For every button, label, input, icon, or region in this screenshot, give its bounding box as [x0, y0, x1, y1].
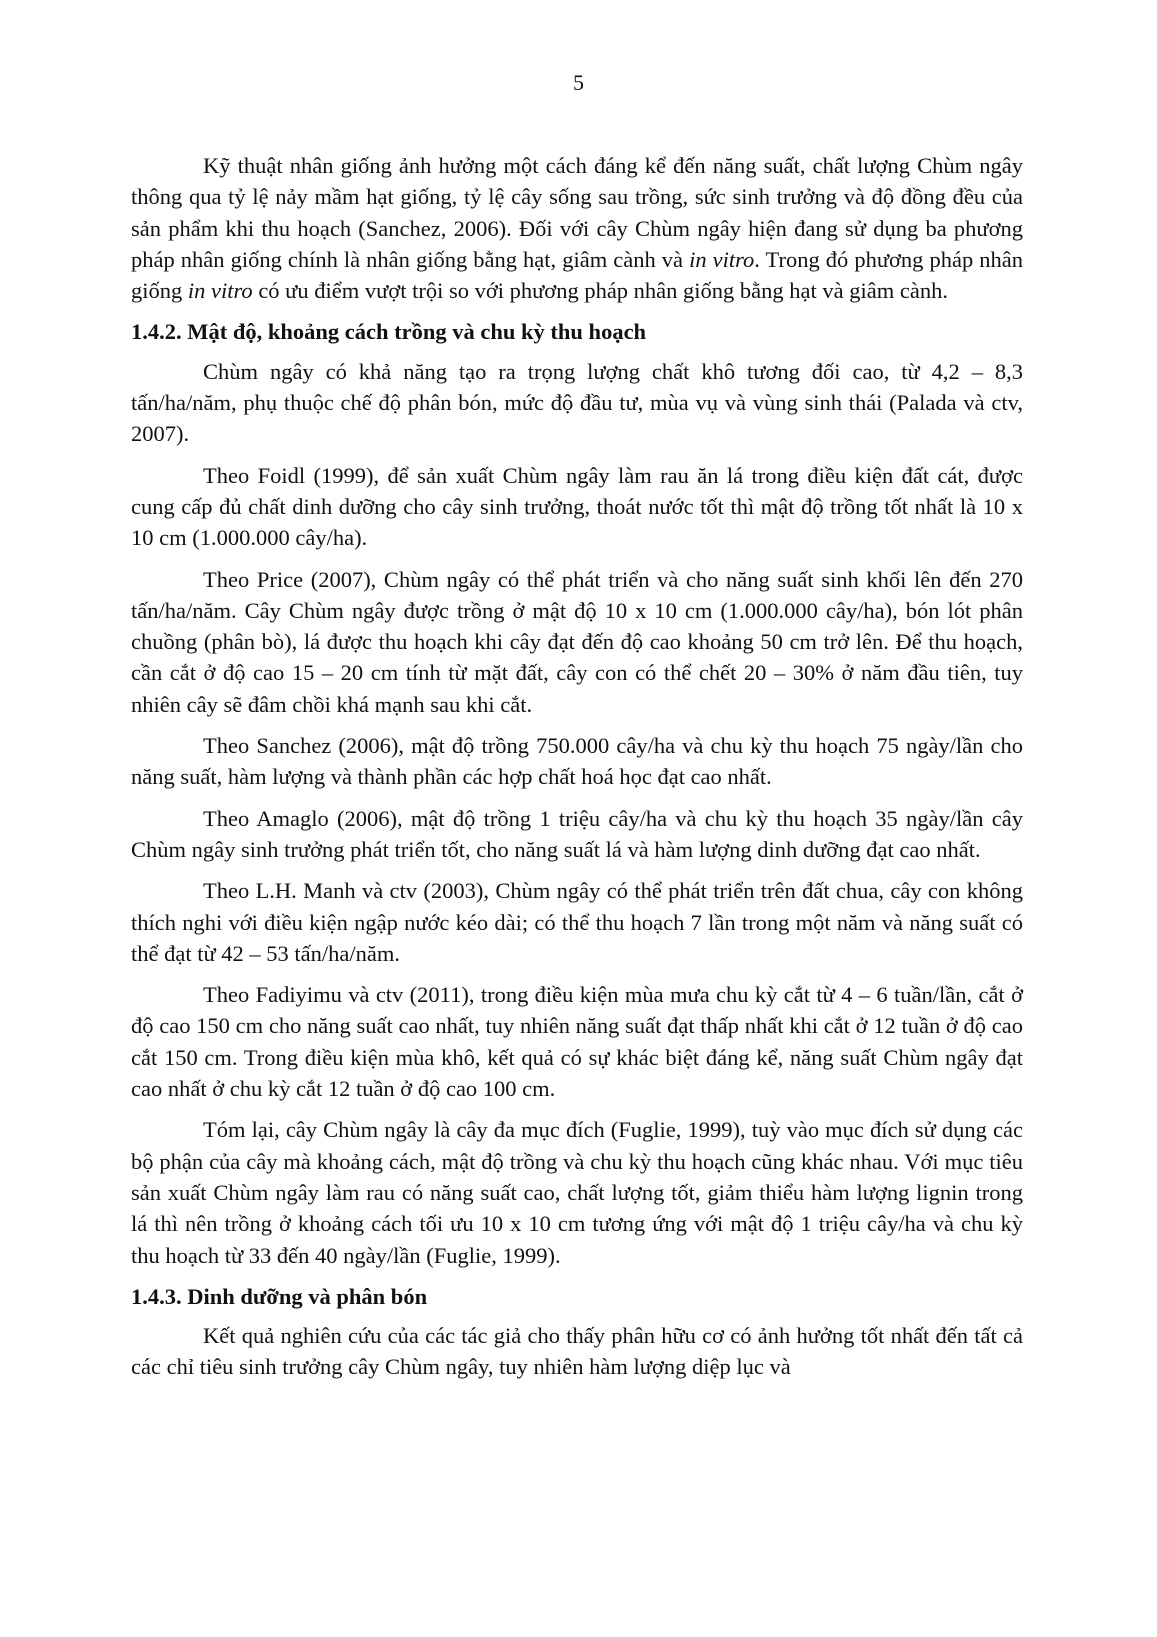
- section-heading-1-4-2: 1.4.2. Mật độ, khoảng cách trồng và chu kỳ thu hoạch: [131, 319, 647, 345]
- paragraph: Theo Amaglo (2006), mật độ trồng 1 triệu cây/ha và chu kỳ thu hoạch 35 ngày/lần cây Chùm ngây sinh trưởng phát triển tốt, cho năng suất lá và hàm lượng dinh dưỡng đạt cao nhất.: [131, 805, 1023, 862]
- paragraph: Chùm ngây có khả năng tạo ra trọng lượng chất khô tương đối cao, từ 4,2 – 8,3 tấn/ha/năm, phụ thuộc chế độ phân bón, mức độ đầu tư, mùa vụ và vùng sinh thái (Palada và ctv, 2007).: [131, 358, 1023, 447]
- document-body: [131, 150, 1023, 1393]
- paragraph: Theo Fadiyimu và ctv (2011), trong điều kiện mùa mưa chu kỳ cắt từ 4 – 6 tuần/lần, cắt ở độ cao 150 cm cho năng suất cao nhất, tuy nhiên năng suất đạt thấp nhất khi cắt ở 12 tuần ở độ cao cắt 150 cm. Trong điều kiện mùa khô, kết quả có sự khác biệt đáng kể, năng suất Chùm ngây đạt cao nhất ở chu kỳ cắt 12 tuần ở độ cao 100 cm.: [131, 982, 1023, 1102]
- intro-paragraph: [131, 150, 1023, 306]
- intro-italic-2: in vitro: [187, 278, 253, 304]
- paragraph: Theo Sanchez (2006), mật độ trồng 750.000 cây/ha và chu kỳ thu hoạch 75 ngày/lần cho năng suất, hàm lượng và thành phần các hợp chất hoá học đạt cao nhất.: [131, 733, 1023, 790]
- intro-text-1: Kỹ thuật nhân giống ảnh hưởng một cách đáng kể đến năng suất, chất lượng Chùm ngây thông qua tỷ lệ nảy mầm hạt giống, tỷ lệ cây sống sau trồng, sức sinh trưởng và độ đồng đều của sản phẩm khi thu hoạch (Sanchez, 2006). Đối với cây Chùm ngây hiện đang sử dụng ba phương pháp nhân giống chính là nhân giống bằng hạt, giâm cành và: [131, 153, 1023, 272]
- intro-italic-1: in vitro: [689, 246, 755, 272]
- intro-text-3: có ưu điểm vượt trội so với phương pháp nhân giống bằng hạt và giâm cành.: [252, 278, 948, 304]
- page-number: 5: [573, 70, 584, 95]
- paragraph: Theo Foidl (1999), để sản xuất Chùm ngây làm rau ăn lá trong điều kiện đất cát, được cung cấp đủ chất dinh dưỡng cho cây sinh trưởng, thoát nước tốt thì mật độ trồng tốt nhất là 10 x 10 cm (1.000.000 cây/ha).: [131, 462, 1023, 551]
- intro-text-2: . Trong đó phương pháp nhân giống: [131, 246, 1023, 304]
- paragraph: Theo Price (2007), Chùm ngây có thể phát triển và cho năng suất sinh khối lên đến 270 tấn/ha/năm. Cây Chùm ngây được trồng ở mật độ 10 x 10 cm (1.000.000 cây/ha), bón lót phân chuồng (phân bò), lá được thu hoạch khi cây đạt đến độ cao khoảng 50 cm trở lên. Để thu hoạch, cần cắt ở độ cao 15 – 20 cm tính từ mặt đất, cây con có thể chết 20 – 30% ở năm đầu tiên, tuy nhiên cây sẽ đâm chồi khá mạnh sau khi cắt.: [131, 566, 1023, 717]
- paragraph: Theo L.H. Manh và ctv (2003), Chùm ngây có thể phát triển trên đất chua, cây con không thích nghi với điều kiện ngập nước kéo dài; có thể thu hoạch 7 lần trong một năm và năng suất có thể đạt từ 42 – 53 tấn/ha/năm.: [131, 878, 1023, 966]
- paragraph: Tóm lại, cây Chùm ngây là cây đa mục đích (Fuglie, 1999), tuỳ vào mục đích sử dụng các bộ phận của cây mà khoảng cách, mật độ trồng và chu kỳ thu hoạch cũng khác nhau. Với mục tiêu sản xuất Chùm ngây làm rau có năng suất cao, chất lượng tốt, giảm thiểu hàm lượng lignin trong lá thì nên trồng ở khoảng cách tối ưu 10 x 10 cm tương ứng với mật độ 1 triệu cây/ha và chu kỳ thu hoạch từ 33 đến 40 ngày/lần (Fuglie, 1999).: [131, 1117, 1023, 1268]
- section-heading-1-4-3: 1.4.3. Dinh dưỡng và phân bón: [131, 1283, 428, 1309]
- paragraph: Kết quả nghiên cứu của các tác giả cho thấy phân hữu cơ có ảnh hưởng tốt nhất đến tất cả các chỉ tiêu sinh trưởng cây Chùm ngây, tuy nhiên hàm lượng diệp lục và: [131, 1323, 1023, 1380]
